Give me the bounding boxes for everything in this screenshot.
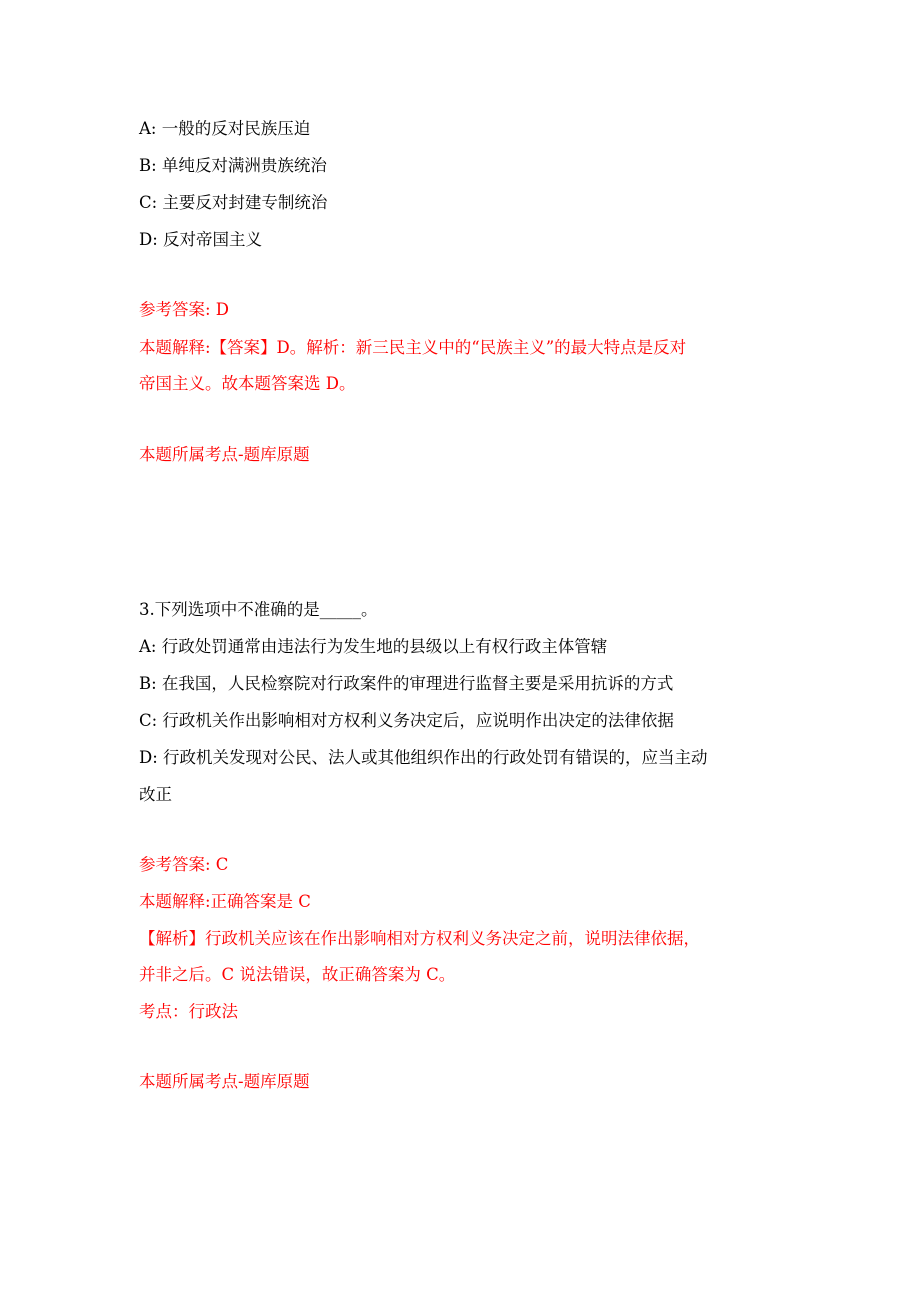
q3-answer: 参考答案: C xyxy=(139,855,229,874)
q2-option-a: A: 一般的反对民族压迫 xyxy=(139,119,311,138)
q2-explanation-line-2: 帝国主义。故本题答案选 D。 xyxy=(139,374,356,393)
q2-answer: 参考答案: D xyxy=(139,300,230,319)
q3-option-d-continued: 改正 xyxy=(139,785,172,804)
q2-explanation-line-1: 本题解释:【答案】D。解析：新三民主义中的“民族主义”的最大特点是反对 xyxy=(139,338,687,357)
q3-option-a: A: 行政处罚通常由违法行为发生地的县级以上有权行政主体管辖 xyxy=(139,637,608,656)
q3-option-d: D: 行政机关发现对公民、法人或其他组织作出的行政处罚有错误的，应当主动 xyxy=(139,748,708,767)
q3-explanation-line-1: 本题解释:正确答案是 C xyxy=(139,892,311,911)
q2-option-c: C: 主要反对封建专制统治 xyxy=(139,193,328,212)
q3-explanation-line-3: 并非之后。C 说法错误，故正确答案为 C。 xyxy=(139,965,456,984)
q3-topic: 考点：行政法 xyxy=(139,1002,238,1021)
q2-option-b: B: 单纯反对满洲贵族统治 xyxy=(139,156,327,175)
q3-source: 本题所属考点-题库原题 xyxy=(139,1072,310,1091)
q2-source: 本题所属考点-题库原题 xyxy=(139,445,310,464)
q2-option-d: D: 反对帝国主义 xyxy=(139,230,263,249)
q3-option-b: B: 在我国，人民检察院对行政案件的审理进行监督主要是采用抗诉的方式 xyxy=(139,674,674,693)
q3-option-c: C: 行政机关作出影响相对方权利义务决定后，应说明作出决定的法律依据 xyxy=(139,711,674,730)
q3-question: 3.下列选项中不准确的是_____。 xyxy=(139,600,378,619)
q3-explanation-line-2: 【解析】行政机关应该在作出影响相对方权利义务决定之前，说明法律依据， xyxy=(139,929,700,948)
